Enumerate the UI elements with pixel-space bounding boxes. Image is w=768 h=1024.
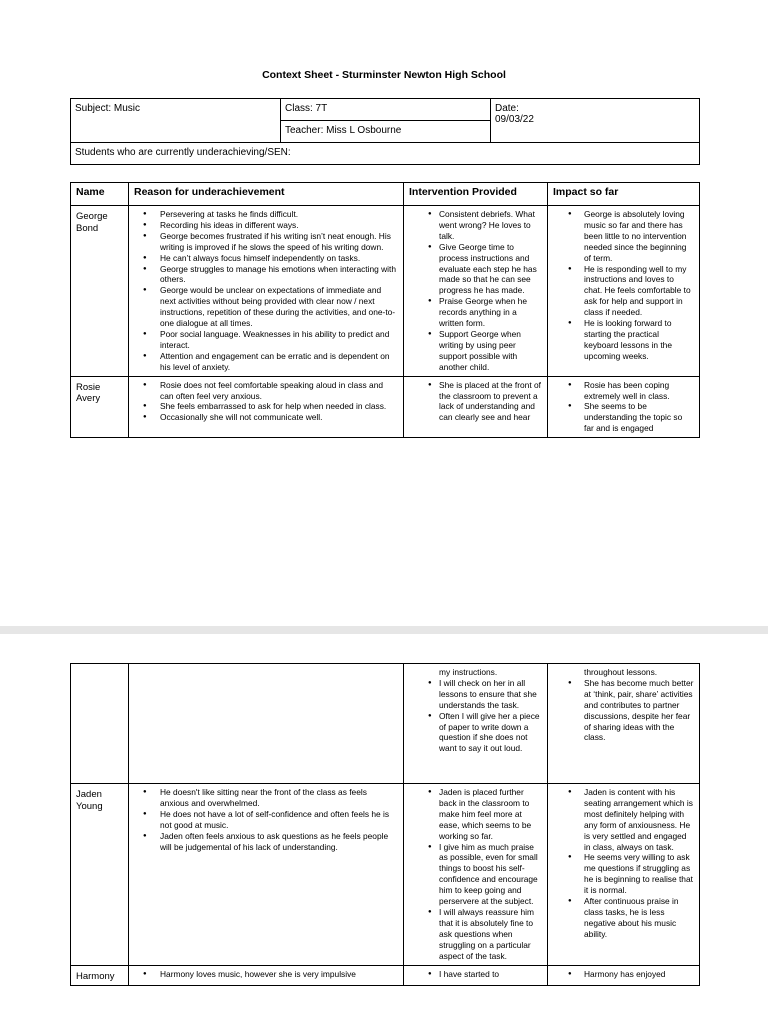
date-cell <box>491 99 700 143</box>
table-row <box>71 664 700 784</box>
student-table-continued <box>70 663 700 986</box>
header-reason: Reason for underachievement <box>129 183 404 206</box>
list-item: ● George struggles to manage his emotions when interacting with others. <box>134 264 398 286</box>
list-item: ● George becomes frustrated if his writing isn’t neat enough. His writing is improved if he slows the speed of his writing down. <box>134 231 398 253</box>
subject-cell: Subject: Music <box>71 99 281 143</box>
list-item: ● Rosie has been coping extremely well in class. <box>553 380 694 402</box>
header-impact: Impact so far <box>548 183 700 206</box>
list-item: ● Harmony has enjoyed <box>553 969 694 980</box>
impact-cell <box>548 784 700 966</box>
list-item: ● Give George time to process instructions and evaluate each step he has made so that he can see progress he has made. <box>409 242 542 297</box>
reason-cell <box>129 376 404 438</box>
list-item: ● I give him as much praise as possible, even for small things to boost his self-confidence and encourage him to keep going and perservere at the subject. <box>409 842 542 907</box>
header-name: Name <box>71 183 129 206</box>
table-row <box>71 965 700 986</box>
student-name: Harmony <box>71 965 129 986</box>
list-item: ● He can’t always focus himself independently on tasks. <box>134 253 398 264</box>
list-item: ● Jaden often feels anxious to ask questions as he feels people will be judgemental of his lack of understanding. <box>134 831 398 853</box>
list-item: ● He does not have a lot of self-confidence and often feels he is not good at music. <box>134 809 398 831</box>
info-table <box>70 98 700 165</box>
class-cell: Class: 7T <box>281 99 491 121</box>
table-row <box>71 206 700 377</box>
intervention-cell <box>404 965 548 986</box>
impact-cell <box>548 965 700 986</box>
list-item: ● I will always reassure him that it is absolutely fine to ask questions when struggling on a particular aspect of the task. <box>409 907 542 962</box>
list-item: ● Attention and engagement can be erratic and is dependent on his level of anxiety. <box>134 351 398 373</box>
list-item: ● Occasionally she will not communicate well. <box>134 412 398 423</box>
impact-cell <box>548 376 700 438</box>
table-row <box>71 784 700 966</box>
list-item-continued: throughout lessons. <box>584 667 658 677</box>
list-item: ● Persevering at tasks he finds difficult. <box>134 209 398 220</box>
date-value: 09/03/22 <box>495 114 534 125</box>
intervention-cell <box>404 784 548 966</box>
table-header-row <box>71 183 700 206</box>
list-item: ● Rosie does not feel comfortable speaking aloud in class and can often feel very anxious. <box>134 380 398 402</box>
list-item: ● She seems to be understanding the topic so far and is engaged <box>553 401 694 434</box>
list-item: ● I will check on her in all lessons to ensure that she understands the task. <box>409 678 542 711</box>
student-name: Jaden Young <box>71 784 129 966</box>
list-item: ● I have started to <box>409 969 542 980</box>
list-item: ● After continuous praise in class tasks, he is less negative about his music ability. <box>553 896 694 940</box>
intervention-cell <box>404 664 548 784</box>
list-item: ● He is looking forward to starting the practical keyboard lessons in the upcoming weeks. <box>553 318 694 362</box>
list-item: ● She feels embarrassed to ask for help when needed in class. <box>134 401 398 412</box>
list-item: ● Support George when writing by using peer support possible with another child. <box>409 329 542 373</box>
intervention-cell <box>404 376 548 438</box>
list-item: ● He is responding well to my instructions and loves to chat. He feels comfortable to ask for help and support in class if needed. <box>553 264 694 319</box>
list-item: ● He doesn't like sitting near the front of the class as feels anxious and overwhelmed. <box>134 787 398 809</box>
list-item: ● Poor social language. Weaknesses in his ability to predict and interact. <box>134 329 398 351</box>
list-item: ● Harmony loves music, however she is very impulsive <box>134 969 398 980</box>
list-item: ● He seems very willing to ask me questions if struggling as he is beginning to realise that it is normal. <box>553 852 694 896</box>
teacher-cell: Teacher: Miss L Osbourne <box>281 121 491 143</box>
table-row <box>71 376 700 438</box>
impact-cell <box>548 206 700 377</box>
list-item: ● Consistent debriefs. What went wrong? He loves to talk. <box>409 209 542 242</box>
header-intervention: Intervention Provided <box>404 183 548 206</box>
list-item-continued: my instructions. <box>439 667 498 677</box>
document-title: Context Sheet - Sturminster Newton High School <box>262 69 506 81</box>
list-item: ● George is absolutely loving music so far and there has been little to no intervention needed since the beginning of term. <box>553 209 694 264</box>
date-label: Date: <box>495 103 519 114</box>
document-page-2 <box>0 634 768 1024</box>
reason-cell <box>129 965 404 986</box>
list-item: ● George would be unclear on expectations of immediate and next activities without being provided with clear now / next instructions, repetition of these during the activities, and one-to-one dialogue at all times. <box>134 285 398 329</box>
reason-cell <box>129 784 404 966</box>
students-note: Students who are currently underachieving/SEN: <box>71 143 700 165</box>
list-item: ● Jaden is placed further back in the classroom to make him feel more at ease, which seems to be working so far. <box>409 787 542 842</box>
list-item: ● Jaden is content with his seating arrangement which is most definitely helping with any form of anxiousness. He is very settled and engaged in class, always on task. <box>553 787 694 852</box>
reason-cell <box>129 664 404 784</box>
list-item: ● Recording his ideas in different ways. <box>134 220 398 231</box>
list-item: ● She is placed at the front of the classroom to prevent a lack of understanding and can clearly see and hear <box>409 380 542 424</box>
list-item: ● She has become much better at ‘think, pair, share’ activities and contributes to partner discussions, despite her fear of sharing ideas with the class. <box>553 678 694 743</box>
list-item: ● Often I will give her a piece of paper to write down a question if she does not want to say it out loud. <box>409 711 542 755</box>
student-name: Rosie Avery <box>71 376 129 438</box>
student-table <box>70 182 700 438</box>
list-item: ● Praise George when he records anything in a written form. <box>409 296 542 329</box>
student-name: George Bond <box>71 206 129 377</box>
intervention-cell <box>404 206 548 377</box>
student-name <box>71 664 129 784</box>
reason-cell <box>129 206 404 377</box>
impact-cell <box>548 664 700 784</box>
